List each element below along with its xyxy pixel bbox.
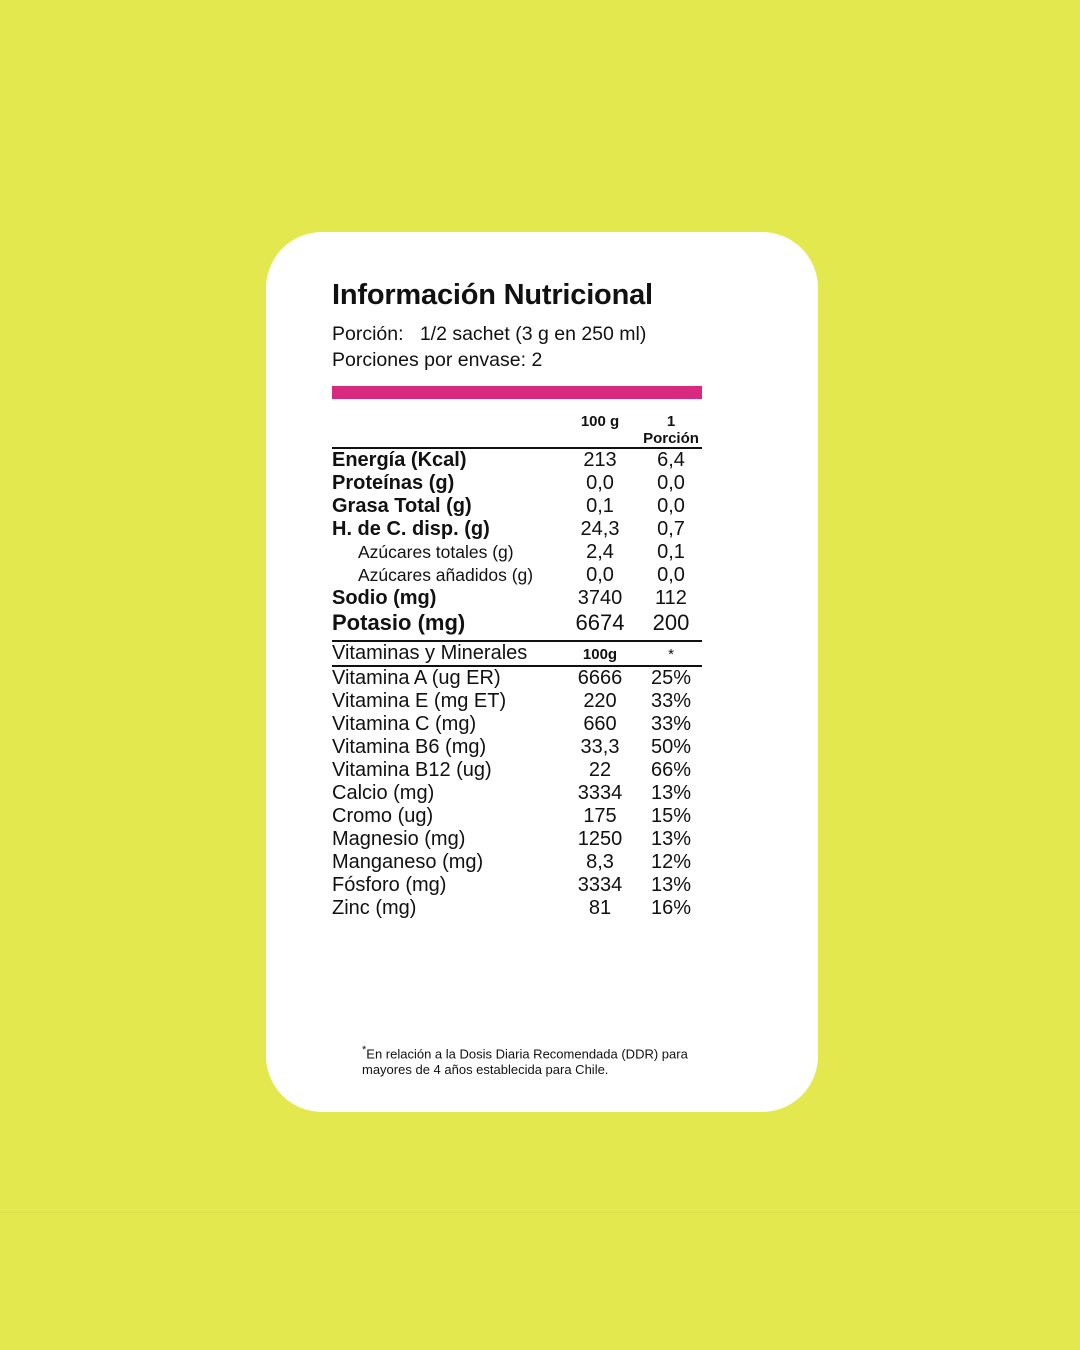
row-value-portion: 0,1: [657, 541, 685, 564]
row-label: Grasa Total (g): [332, 495, 472, 518]
row-label: Vitamina C (mg): [332, 713, 477, 736]
row-value-100g: 0,1: [586, 495, 614, 518]
table-row: [332, 448, 702, 472]
table-row: [332, 897, 702, 920]
row-label: Azúcares añadidos (g): [358, 565, 534, 586]
row-label: Vitamina A (ug ER): [332, 667, 501, 690]
footnote: [362, 1044, 702, 1078]
servings-per-container-line: [332, 348, 752, 374]
table-row: [332, 666, 702, 690]
row-label: Zinc (mg): [332, 897, 417, 920]
table-row: [332, 541, 702, 564]
row-label: Manganeso (mg): [332, 851, 484, 874]
row-value-100g: 1250: [577, 828, 623, 851]
row-value-portion: 0,0: [657, 564, 685, 587]
servings-per-container-label: Porciones por envase:: [332, 348, 527, 371]
row-value-portion: 112: [655, 587, 687, 610]
row-value-100g: 220: [583, 690, 617, 713]
row-value-ddr: 50%: [650, 736, 692, 759]
row-value-portion: 0,0: [657, 472, 685, 495]
row-label: Vitamina E (mg ET): [332, 690, 507, 713]
vitamins-column-100g: 100g: [560, 641, 640, 666]
table-row: [332, 851, 702, 874]
row-label: Fósforo (mg): [332, 874, 447, 897]
row-value-100g: 3334: [577, 874, 623, 897]
row-label: Energía (Kcal): [332, 449, 467, 472]
row-label: Sodio (mg): [332, 587, 437, 610]
background-seam: [0, 1212, 1080, 1213]
row-value-portion: 0,0: [657, 495, 685, 518]
row-value-ddr: 13%: [650, 782, 692, 805]
table-row: [332, 805, 702, 828]
table-row: [332, 874, 702, 897]
row-label: Proteínas (g): [332, 472, 455, 495]
table-row: [332, 472, 702, 495]
row-value-ddr: 13%: [650, 874, 692, 897]
row-value-100g: 22: [588, 759, 612, 782]
servings-per-container-value: 2: [531, 348, 543, 371]
row-value-ddr: 25%: [650, 667, 692, 690]
row-value-ddr: 12%: [650, 851, 692, 874]
serving-size-label: Porción:: [332, 322, 404, 345]
page-title: Información Nutricional: [332, 279, 653, 311]
row-value-ddr: 15%: [650, 805, 692, 828]
row-label: Magnesio (mg): [332, 828, 466, 851]
row-value-100g: 6674: [575, 610, 625, 636]
footnote-text: En relación a la Dosis Diaria Recomendada (DDR) para mayores de 4 años establecida para Chile.: [362, 1046, 688, 1078]
row-label: Calcio (mg): [332, 782, 435, 805]
row-value-100g: 3334: [577, 782, 623, 805]
row-value-100g: 213: [583, 449, 617, 472]
row-value-ddr: 66%: [650, 759, 692, 782]
table-row: [332, 759, 702, 782]
row-value-100g: 3740: [577, 587, 623, 610]
row-value-100g: 8,3: [586, 851, 614, 874]
table-row: [332, 736, 702, 759]
table-row: [332, 518, 702, 541]
row-value-100g: 2,4: [586, 541, 614, 564]
column-header-portion: 1 Porción: [640, 413, 702, 448]
row-label: H. de C. disp. (g): [332, 518, 490, 541]
row-value-100g: 0,0: [586, 472, 614, 495]
row-value-100g: 33,3: [580, 736, 620, 759]
row-label: Vitamina B12 (ug): [332, 759, 492, 782]
nutrition-table: [332, 413, 702, 920]
table-row: [332, 828, 702, 851]
row-value-portion: 0,7: [657, 518, 685, 541]
column-header-name: [332, 413, 560, 448]
row-value-100g: 0,0: [586, 564, 614, 587]
row-value-100g: 81: [588, 897, 612, 920]
row-value-100g: 6666: [577, 667, 623, 690]
row-value-ddr: 13%: [650, 828, 692, 851]
table-row: [332, 713, 702, 736]
vitamins-section-header: [332, 641, 702, 666]
table-row: [332, 495, 702, 518]
table-row: [332, 782, 702, 805]
table-row: [332, 690, 702, 713]
vitamins-column-ddr: *: [640, 641, 702, 666]
footnote-asterisk: *: [362, 1044, 367, 1056]
row-value-portion: 6,4: [657, 449, 685, 472]
row-value-portion: 200: [652, 610, 690, 636]
row-label: Vitamina B6 (mg): [332, 736, 487, 759]
row-value-100g: 660: [583, 713, 617, 736]
row-label: Potasio (mg): [332, 610, 466, 636]
table-row: [332, 610, 702, 636]
table-row: [332, 587, 702, 610]
serving-size-line: [332, 322, 752, 348]
row-value-ddr: 33%: [650, 690, 692, 713]
serving-size-value: 1/2 sachet (3 g en 250 ml): [419, 322, 647, 345]
row-value-ddr: 16%: [650, 897, 692, 920]
row-label: Cromo (ug): [332, 805, 434, 828]
nutrition-label-panel: [266, 232, 818, 1112]
vitamins-section-label: Vitaminas y Minerales: [332, 641, 560, 666]
accent-bar: [332, 386, 702, 399]
nutrition-label-content: [332, 280, 752, 920]
row-label: Azúcares totales (g): [358, 542, 514, 563]
row-value-ddr: 33%: [650, 713, 692, 736]
table-header-row: [332, 413, 702, 448]
column-header-100g: 100 g: [560, 413, 640, 448]
row-value-100g: 24,3: [580, 518, 620, 541]
row-value-100g: 175: [583, 805, 617, 828]
table-row: [332, 564, 702, 587]
